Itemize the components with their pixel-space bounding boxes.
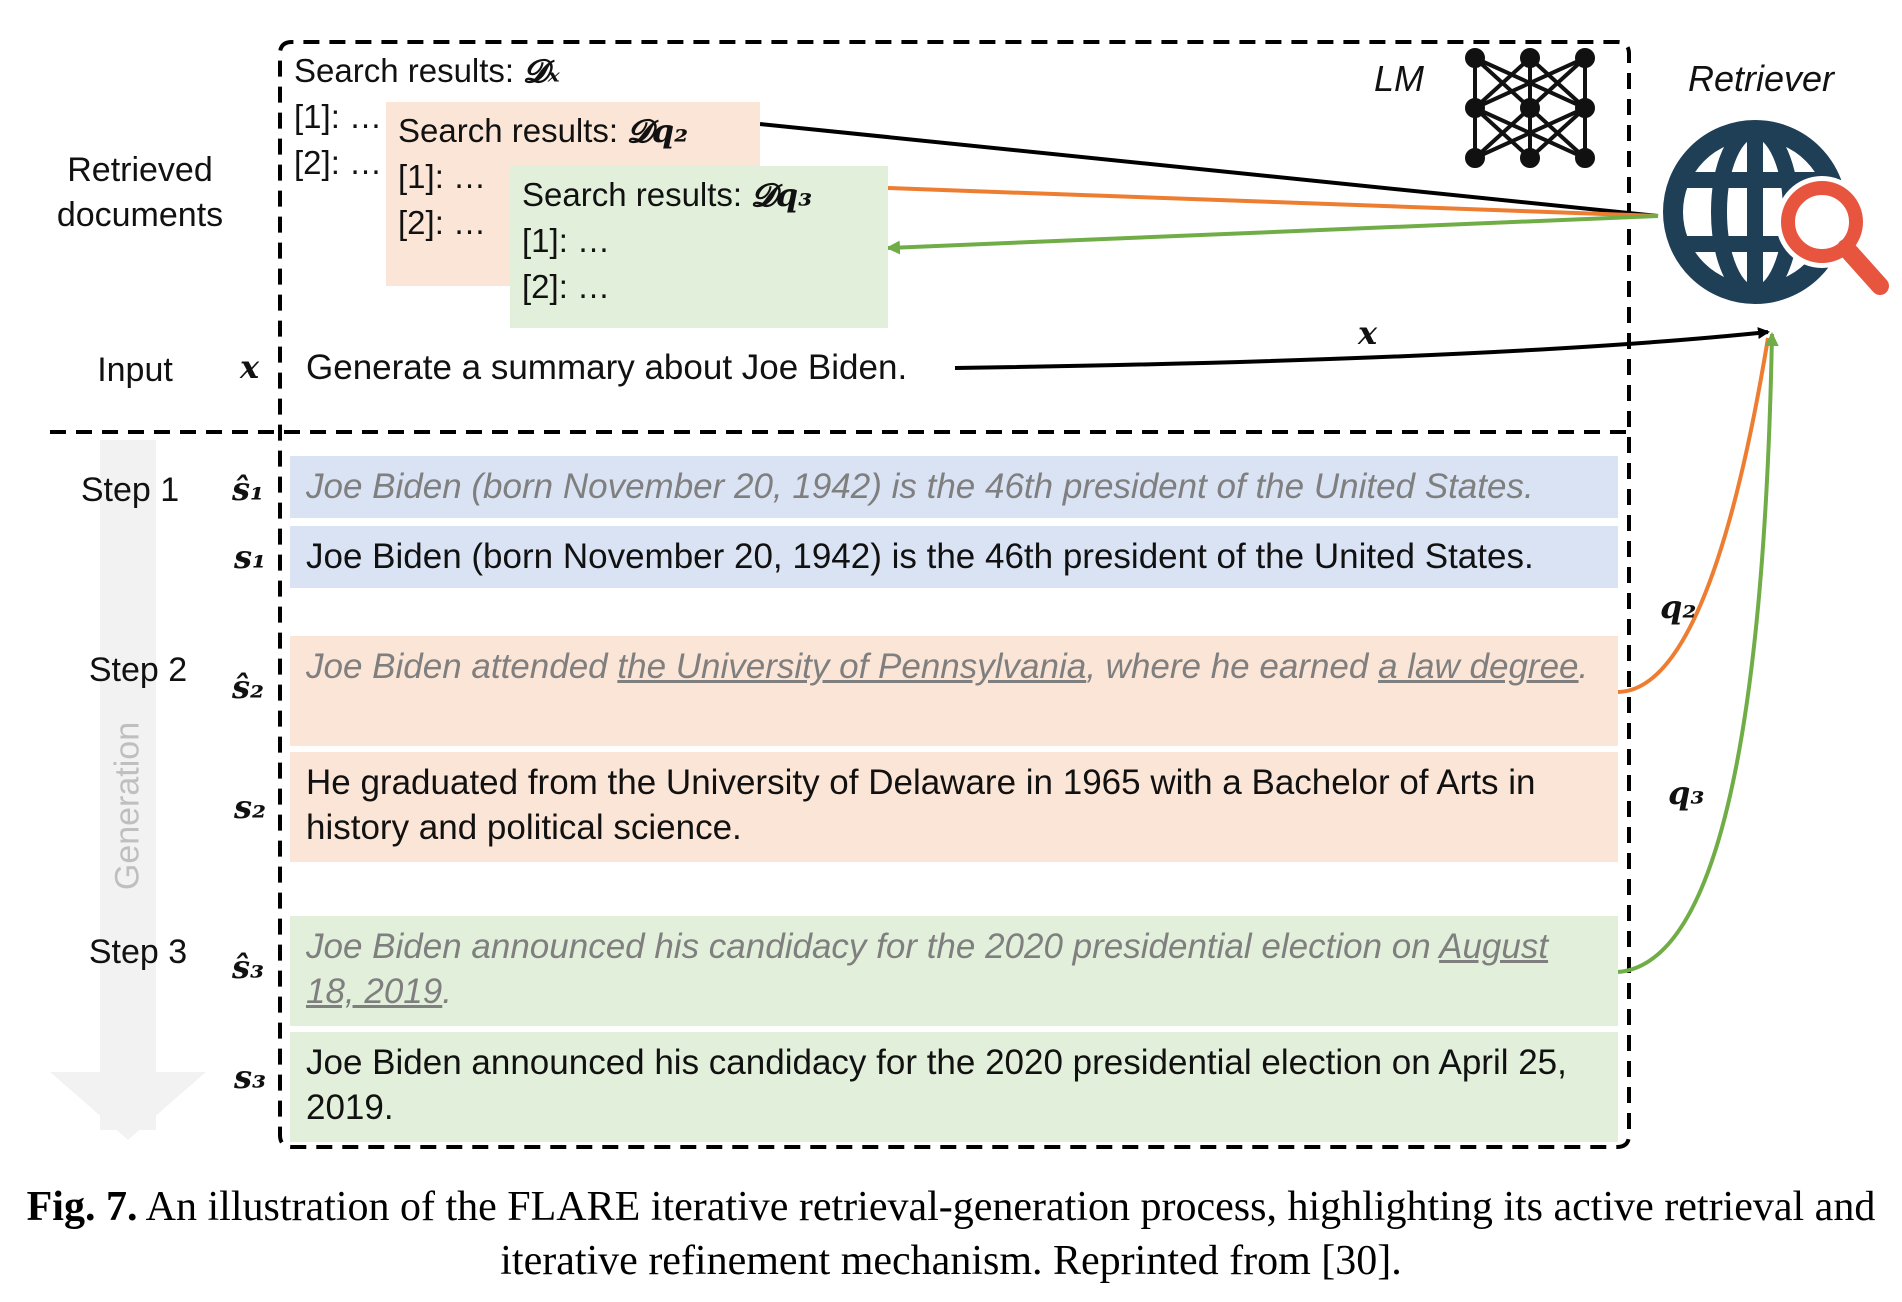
- search-result-item: [1]: …: [522, 222, 611, 259]
- step1-label: Step 1: [80, 471, 180, 509]
- symbol-s3: s₃: [234, 1058, 267, 1096]
- generation-label: Generation: [108, 721, 147, 891]
- edge-label-x: x: [1358, 314, 1378, 352]
- dq3-retrieval-arrow: [888, 216, 1658, 248]
- neural-network-icon: [1467, 50, 1593, 166]
- symbol-s3-hat: ŝ₃: [232, 948, 265, 986]
- edge-label-q2: q₂: [1660, 588, 1697, 626]
- search-results-dq3: [510, 166, 888, 328]
- draft-text: Joe Biden announced his candidacy for the 2020 presidential election on: [306, 927, 1440, 966]
- step3-draft-sentence: [290, 916, 1618, 1026]
- uncertain-span: a law degree: [1378, 647, 1579, 686]
- search-results-title: Search results:: [294, 52, 515, 89]
- step3-final-sentence: Joe Biden announced his candidacy for the 2020 presidential election on April 25, 2019.: [290, 1032, 1618, 1142]
- symbol-s2-hat: ŝ₂: [232, 668, 265, 706]
- step1-final-sentence: Joe Biden (born November 20, 1942) is the 46th president of the United States.: [290, 526, 1618, 588]
- symbol-s1: s₁: [234, 538, 267, 576]
- step2-draft-sentence: [290, 636, 1618, 746]
- uncertain-span: August 18, 2019: [306, 927, 1549, 1011]
- step3-label: Step 3: [88, 933, 188, 971]
- lm-label: LM: [1374, 58, 1425, 99]
- input-text: Generate a summary about Joe Biden.: [306, 348, 908, 387]
- input-label: Input: [97, 351, 173, 389]
- search-results-symbol: 𝓓q₃: [751, 176, 813, 214]
- draft-text: Joe Biden attended: [306, 647, 618, 686]
- search-result-item: [1]: …: [398, 158, 487, 195]
- search-results-symbol: 𝓓ₓ: [523, 52, 560, 90]
- globe-search-icon: [1673, 130, 1880, 294]
- q2-query-arrow: [1618, 338, 1768, 692]
- q3-query-arrow: [1618, 334, 1772, 972]
- draft-text: .: [1578, 647, 1589, 686]
- caption-text: An illustration of the FLARE iterative retrieval-generation process, highlighting its active retrieval and iterative refinement mechanism. Reprinted from [30].: [137, 1184, 1876, 1284]
- uncertain-span: the University of Pennsylvania: [617, 647, 1087, 686]
- step2-label: Step 2: [88, 651, 188, 689]
- retrieved-documents-label: Retrieved documents: [56, 151, 224, 234]
- dq3-query-line: [888, 188, 1658, 216]
- search-result-item: [1]: …: [294, 98, 383, 135]
- search-result-item: [2]: …: [522, 268, 611, 305]
- search-results-title: Search results:: [398, 112, 619, 149]
- symbol-s2: s₂: [234, 788, 267, 826]
- retriever-label: Retriever: [1688, 58, 1835, 99]
- step1-draft-sentence: Joe Biden (born November 20, 1942) is the 46th president of the United States.: [290, 456, 1618, 518]
- figure-caption: [0, 1180, 1902, 1288]
- symbol-x: x: [240, 348, 260, 386]
- search-result-item: [2]: …: [294, 144, 383, 181]
- step2-final-sentence: He graduated from the University of Delaware in 1965 with a Bachelor of Arts in history and political science.: [290, 752, 1618, 862]
- draft-text: , where he earned: [1086, 647, 1379, 686]
- search-results-title: Search results:: [522, 176, 743, 213]
- figure-number: Fig. 7.: [26, 1184, 138, 1230]
- search-results-symbol: 𝓓q₂: [627, 112, 689, 150]
- draft-text: .: [442, 972, 452, 1011]
- edge-label-q3: q₃: [1668, 774, 1705, 812]
- search-result-item: [2]: …: [398, 204, 487, 241]
- symbol-s1-hat: ŝ₁: [232, 470, 265, 508]
